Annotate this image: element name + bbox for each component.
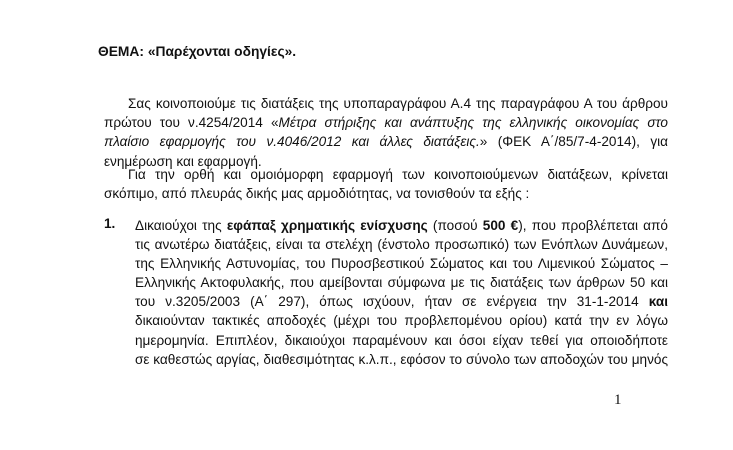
list-item-number: 1.: [104, 216, 116, 231]
text-line: πλαίσιο εφαρμογής του ν.4046/2012 και άλλες διατάξεις.» (ΦΕΚ Α΄/85/7-4-2014), για: [104, 134, 668, 150]
subject-heading: ΘΕΜΑ: «Παρέχονται οδηγίες».: [98, 44, 297, 59]
text-line: του ν.3205/2003 (Α΄ 297), όπως ισχύουν, ήταν σε ενέργεια την 31-1-2014 και: [135, 294, 668, 310]
text-line: σε καθεστώς αργίας, διαθεσιμότητας κ.λ.π., εφόσον το σύνολο των αποδοχών του μηνός: [135, 351, 668, 367]
text-line: ημερομηνία. Επιπλέον, δικαιούχοι παραμένουν και όσοι είχαν τεθεί για οποιοδήποτε: [135, 332, 668, 348]
text-line: δικαιούνταν τακτικές αποδοχές (μέχρι του προβλεπομένου ορίου) κατά την εν λόγω: [135, 313, 668, 329]
text-line: τις ανωτέρω διατάξεις, είναι τα στελέχη (ένστολο προσωπικό) των Ενόπλων Δυνάμεων,: [135, 237, 668, 253]
text-line: σκόπιμο, από πλευράς δικής μας αρμοδιότητας, να τονισθούν τα εξής :: [104, 186, 530, 202]
page-number: 1: [614, 392, 622, 408]
paragraph-guidance: [104, 165, 668, 203]
text-line: Δικαιούχοι της εφάπαξ χρηματικής ενίσχυσης (ποσού 500 €), που προβλέπεται από: [135, 218, 668, 233]
text-line: πρώτου του ν.4254/2014 «Μέτρα στήριξης και ανάπτυξης της ελληνικής οικονομίας στο: [104, 115, 668, 131]
text-line: ενημέρωση και εφαρμογή.: [104, 153, 262, 169]
text-line: της Ελληνικής Αστυνομίας, του Πυροσβεστικού Σώματος και του Λιμενικού Σώματος –: [135, 256, 668, 272]
list-item: [135, 216, 668, 369]
text-line: Σας κοινοποιούμε τις διατάξεις της υποπαραγράφου Α.4 της παραγράφου Α του άρθρου: [128, 96, 668, 111]
text-line: Ελληνικής Ακτοφυλακής, που αμείβονται σύμφωνα με τις διατάξεις των άρθρων 50 και: [135, 275, 668, 291]
paragraph-intro: [104, 94, 668, 171]
text-line: Για την ορθή και ομοιόμορφη εφαρμογή των κοινοποιούμενων διατάξεων, κρίνεται: [128, 167, 668, 182]
